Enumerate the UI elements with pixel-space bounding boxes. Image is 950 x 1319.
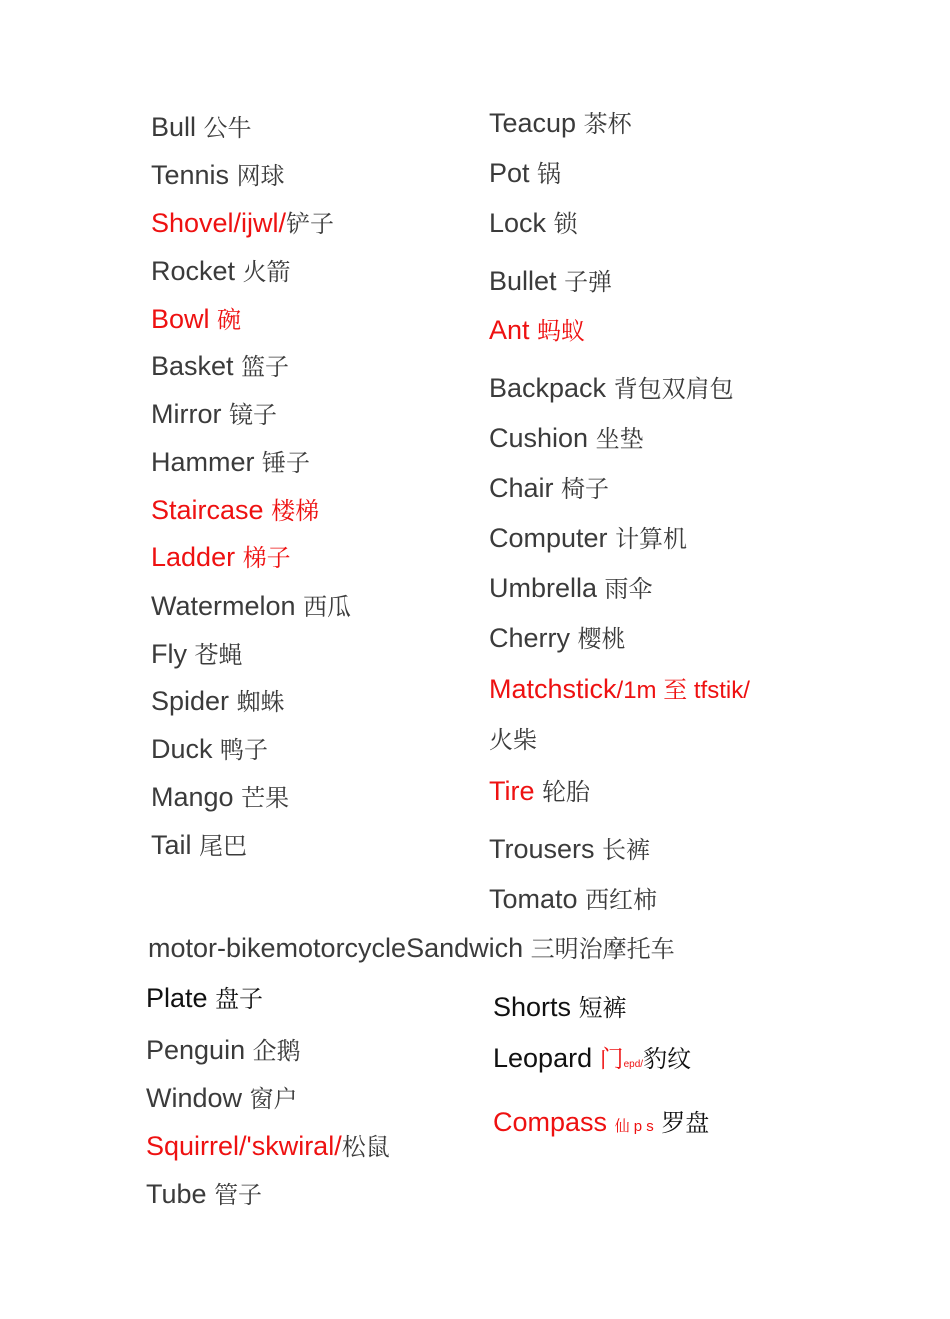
- vocab-item-fly: Fly 苍蝇: [151, 639, 243, 669]
- vocab-item-tire: Tire 轮胎: [489, 776, 591, 806]
- vocab-item-chair: Chair 椅子: [489, 473, 610, 503]
- vocab-item-tomato: Tomato 西红柿: [489, 884, 658, 914]
- vocab-item-mango: Mango 芒果: [151, 782, 290, 812]
- vocab-item-matchstick: Matchstick/1m 至 tfstik/: [489, 674, 750, 704]
- vocab-item-duck: Duck 鸭子: [151, 734, 269, 764]
- vocab-item-lock: Lock 锁: [489, 208, 578, 238]
- vocab-item-matchstick-cn: 火柴: [489, 726, 537, 754]
- vocab-item-spider: Spider 蜘蛛: [151, 686, 285, 716]
- vocab-item-plate: Plate 盘子: [146, 983, 264, 1013]
- vocab-item-tennis: Tennis 网球: [151, 160, 285, 190]
- vocab-item-tube: Tube 管子: [146, 1179, 263, 1209]
- vocab-item-tail: Tail 尾巴: [151, 830, 248, 860]
- vocab-item-computer: Computer 计算机: [489, 523, 688, 553]
- vocab-item-mirror: Mirror 镜子: [151, 399, 277, 429]
- vocab-item-rocket: Rocket 火箭: [151, 256, 291, 286]
- vocab-item-staircase: Staircase 楼梯: [151, 495, 320, 525]
- vocab-item-watermelon: Watermelon 西瓜: [151, 591, 352, 621]
- vocab-item-cherry: Cherry 樱桃: [489, 623, 626, 653]
- vocab-item-pot: Pot 锅: [489, 158, 562, 188]
- vocab-item-penguin: Penguin 企鹅: [146, 1035, 301, 1065]
- vocab-item-basket: Basket 篮子: [151, 351, 290, 381]
- vocab-item-bull: Bull 公牛: [151, 112, 252, 142]
- vocab-item-hammer: Hammer 锤子: [151, 447, 311, 477]
- vocab-item-motorbike-sandwich: motor-bikemotorcycleSandwich 三明治摩托车: [148, 933, 675, 963]
- vocab-item-trousers: Trousers 长裤: [489, 834, 651, 864]
- vocab-item-backpack: Backpack 背包双肩包: [489, 373, 734, 403]
- vocab-item-umbrella: Umbrella 雨伞: [489, 573, 653, 603]
- vocab-item-ladder: Ladder 梯子: [151, 542, 291, 572]
- vocab-item-window: Window 窗户: [146, 1083, 298, 1113]
- vocab-item-ant: Ant 蚂蚁: [489, 315, 586, 345]
- vocab-item-shovel: Shovel/ijwl/铲子: [151, 208, 335, 238]
- vocab-item-squirrel: Squirrel/'skwiral/松鼠: [146, 1131, 390, 1161]
- vocab-item-leopard: Leopard 门epd/豹纹: [493, 1043, 692, 1073]
- vocab-item-compass: Compass 仙 p s 罗盘: [493, 1107, 710, 1137]
- vocab-item-teacup: Teacup 茶杯: [489, 108, 632, 138]
- vocab-item-shorts: Shorts 短裤: [493, 992, 627, 1022]
- vocab-item-bullet: Bullet 子弹: [489, 266, 613, 296]
- vocab-item-bowl: Bowl 碗: [151, 304, 242, 334]
- vocab-item-cushion: Cushion 坐垫: [489, 423, 644, 453]
